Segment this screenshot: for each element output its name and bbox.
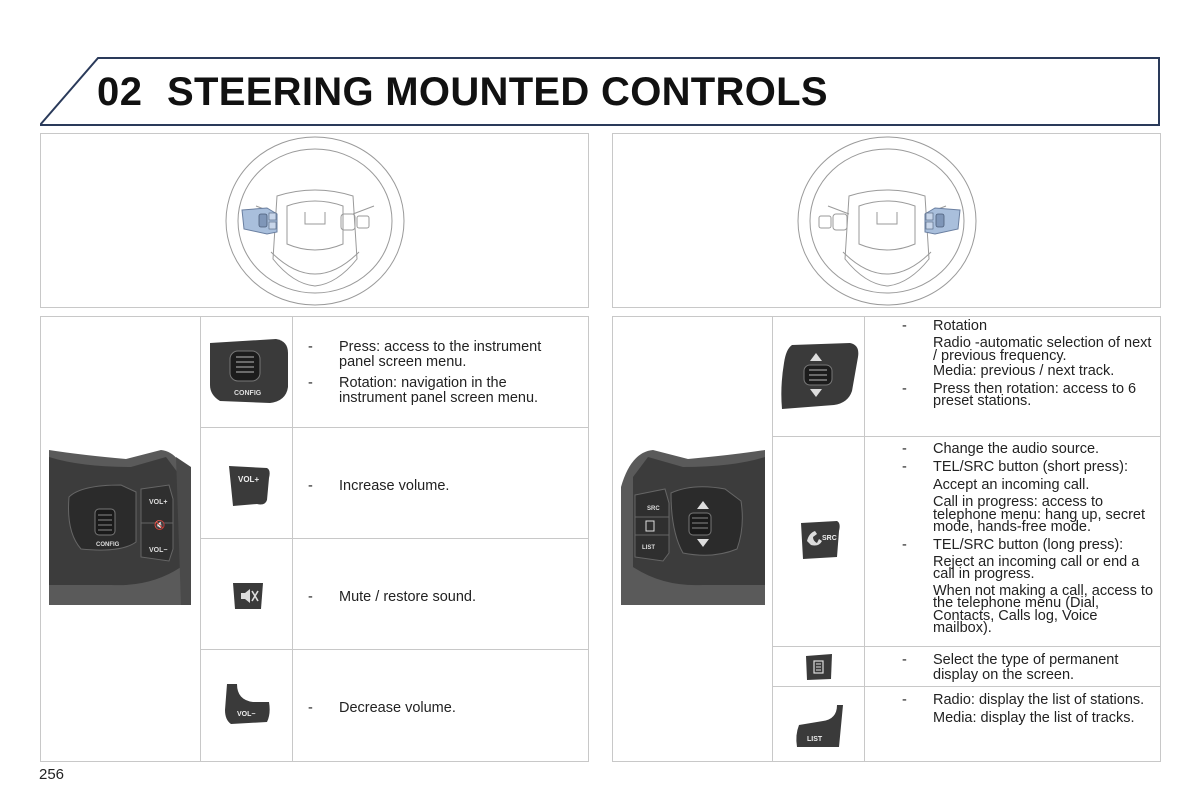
vol-minus-label: VOL− — [149, 547, 168, 554]
steering-wheel-left-highlight — [40, 133, 589, 308]
steering-wheel-icon — [613, 134, 1162, 309]
list-item: When not making a call, access to the telephone menu (Dial, Contacts, Calls log, Voice mailbox). — [933, 582, 1154, 636]
svg-text:VOL−: VOL− — [237, 711, 256, 718]
list-item: - TEL/SRC button (short press): — [902, 459, 1129, 475]
svg-text:VOL+: VOL+ — [238, 475, 260, 484]
thumbwheel-icon — [778, 341, 862, 411]
list-label: LIST — [642, 545, 655, 551]
table-row — [773, 437, 1161, 647]
list-item: Media: display the list of tracks. — [933, 710, 1135, 726]
right-control-highlight — [925, 208, 960, 234]
list-item: - Mute / restore sound. — [308, 589, 477, 605]
list-item: - Increase volume. — [308, 478, 450, 494]
right-control-pad-image — [613, 317, 773, 761]
vol-plus-button-icon — [227, 464, 273, 508]
svg-text:🔇: 🔇 — [154, 520, 166, 530]
list-item: - Press then rotation: access to 6 preset stations. — [902, 380, 1137, 409]
right-controls-table — [612, 316, 1161, 762]
list-button-icon — [793, 703, 845, 751]
table-row — [201, 539, 589, 650]
svg-text:LIST: LIST — [807, 736, 823, 743]
left-control-highlight — [242, 208, 277, 234]
list-item: Media: previous / next track. — [933, 363, 1115, 379]
table-row — [773, 647, 1161, 687]
list-item: Call in progress: access to telephone menu: hang up, secret mode, hands-free mode. — [933, 494, 1146, 535]
left-control-pad-image — [41, 317, 201, 761]
left-controls-table — [40, 316, 589, 762]
svg-text:CONFIG: CONFIG — [234, 390, 262, 397]
chapter-header — [40, 57, 1160, 126]
tel-src-button-icon — [799, 519, 841, 561]
list-item: - Decrease volume. — [308, 700, 456, 716]
list-item: - Select the type of permanent display on the screen. — [902, 652, 1119, 683]
table-row — [201, 317, 589, 428]
list-item: - Rotation: navigation in the instrument panel screen menu. — [308, 375, 539, 406]
table-row — [201, 650, 589, 761]
list-item: - TEL/SRC button (long press): — [902, 536, 1124, 553]
page-number: 256 — [39, 766, 65, 783]
list-item: Reject an incoming call or end a call in progress. — [933, 553, 1140, 582]
list-item: - Rotation — [902, 318, 988, 334]
list-item: - Radio: display the list of stations. — [902, 692, 1145, 708]
src-label: SRC — [647, 506, 660, 512]
table-row — [773, 317, 1161, 437]
mute-button-icon — [231, 581, 265, 611]
table-row — [773, 687, 1161, 761]
steering-wheel-right-highlight — [612, 133, 1161, 308]
table-row — [201, 428, 589, 539]
page-title: STEERING MOUNTED CONTROLS — [167, 70, 828, 114]
list-item: Radio -automatic selection of next / previous frequency. — [933, 335, 1152, 364]
vol-minus-button-icon — [223, 682, 273, 726]
vol-plus-label: VOL+ — [149, 499, 168, 506]
list-item: Accept an incoming call. — [933, 477, 1090, 493]
display-mode-button-icon — [804, 653, 834, 681]
config-thumbwheel-icon — [206, 337, 290, 405]
steering-wheel-icon — [41, 134, 590, 309]
list-item: - Change the audio source. — [902, 441, 1100, 457]
list-item: - Press: access to the instrument panel screen menu. — [308, 339, 542, 370]
config-label: CONFIG — [96, 542, 120, 548]
chapter-number: 02 — [97, 70, 143, 114]
svg-text:SRC: SRC — [822, 535, 837, 542]
